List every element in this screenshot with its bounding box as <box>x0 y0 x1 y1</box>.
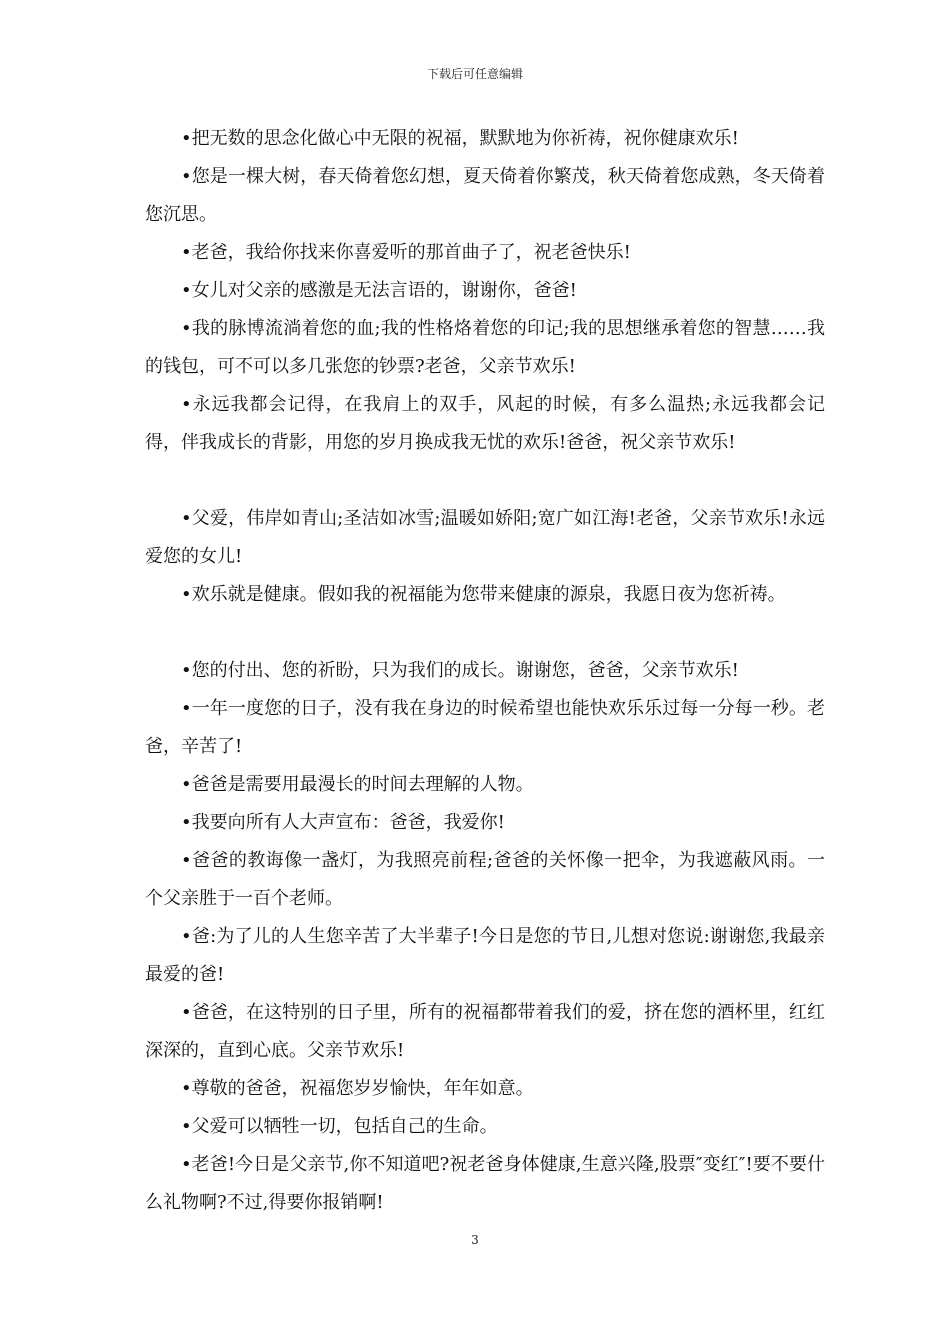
paragraph: •爸爸，在这特别的日子里，所有的祝福都带着我们的爱，挤在您的酒杯里，红红深深的，直到心底。父亲节欢乐! <box>145 1002 825 1061</box>
paragraph: •您的付出、您的祈盼，只为我们的成长。谢谢您，爸爸，父亲节欢乐! <box>181 660 739 681</box>
paragraph: •女儿对父亲的感激是无法言语的，谢谢你，爸爸! <box>181 280 577 301</box>
paragraph: •一年一度您的日子，没有我在身边的时候希望也能快欢乐乐过每一分每一秒。老爸，辛苦了! <box>145 698 825 757</box>
paragraph: •爸爸是需要用最漫长的时间去理解的人物。 <box>181 774 534 795</box>
paragraph: •老爸，我给你找来你喜爱听的那首曲子了，祝老爸快乐! <box>181 242 631 263</box>
document-body <box>145 120 825 1222</box>
paragraph: •我要向所有人大声宣布：爸爸，我爱你! <box>181 812 505 833</box>
paragraph: •把无数的思念化做心中无限的祝福，默默地为你祈祷，祝你健康欢乐! <box>181 128 739 149</box>
page-header: 下载后可任意编辑 <box>426 67 523 81</box>
page-number: 3 <box>471 1233 479 1247</box>
paragraph: •我的脉博流淌着您的血;我的性格烙着您的印记;我的思想继承着您的智慧……我的钱包，可不可以多几张您的钞票?老爸，父亲节欢乐! <box>145 318 825 377</box>
paragraph: •父爱，伟岸如青山;圣洁如冰雪;温暖如娇阳;宽广如江海!老爸，父亲节欢乐!永远爱您的女儿! <box>145 508 825 567</box>
paragraph: •爸爸的教诲像一盏灯，为我照亮前程;爸爸的关怀像一把伞，为我遮蔽风雨。一个父亲胜于一百个老师。 <box>145 850 825 909</box>
paragraph: •爸:为了儿的人生您辛苦了大半辈子!今日是您的节日,儿想对您说:谢谢您,我最亲最爱的爸! <box>145 926 825 985</box>
paragraph: •老爸!今日是父亲节,你不知道吧?祝老爸身体健康,生意兴隆,股票″变红″!要不要什么礼物啊?不过,得要你报销啊! <box>145 1154 825 1213</box>
paragraph: •永远我都会记得，在我肩上的双手，风起的时候，有多么温热;永远我都会记得，伴我成长的背影，用您的岁月换成我无忧的欢乐!爸爸，祝父亲节欢乐! <box>145 394 825 453</box>
paragraph: •欢乐就是健康。假如我的祝福能为您带来健康的源泉，我愿日夜为您祈祷。 <box>181 584 786 605</box>
paragraph: •您是一棵大树，春天倚着您幻想，夏天倚着你繁茂，秋天倚着您成熟，冬天倚着您沉思。 <box>145 166 825 225</box>
paragraph: •父爱可以牺牲一切，包括自己的生命。 <box>181 1116 498 1137</box>
paragraph: •尊敬的爸爸，祝福您岁岁愉快，年年如意。 <box>181 1078 534 1099</box>
